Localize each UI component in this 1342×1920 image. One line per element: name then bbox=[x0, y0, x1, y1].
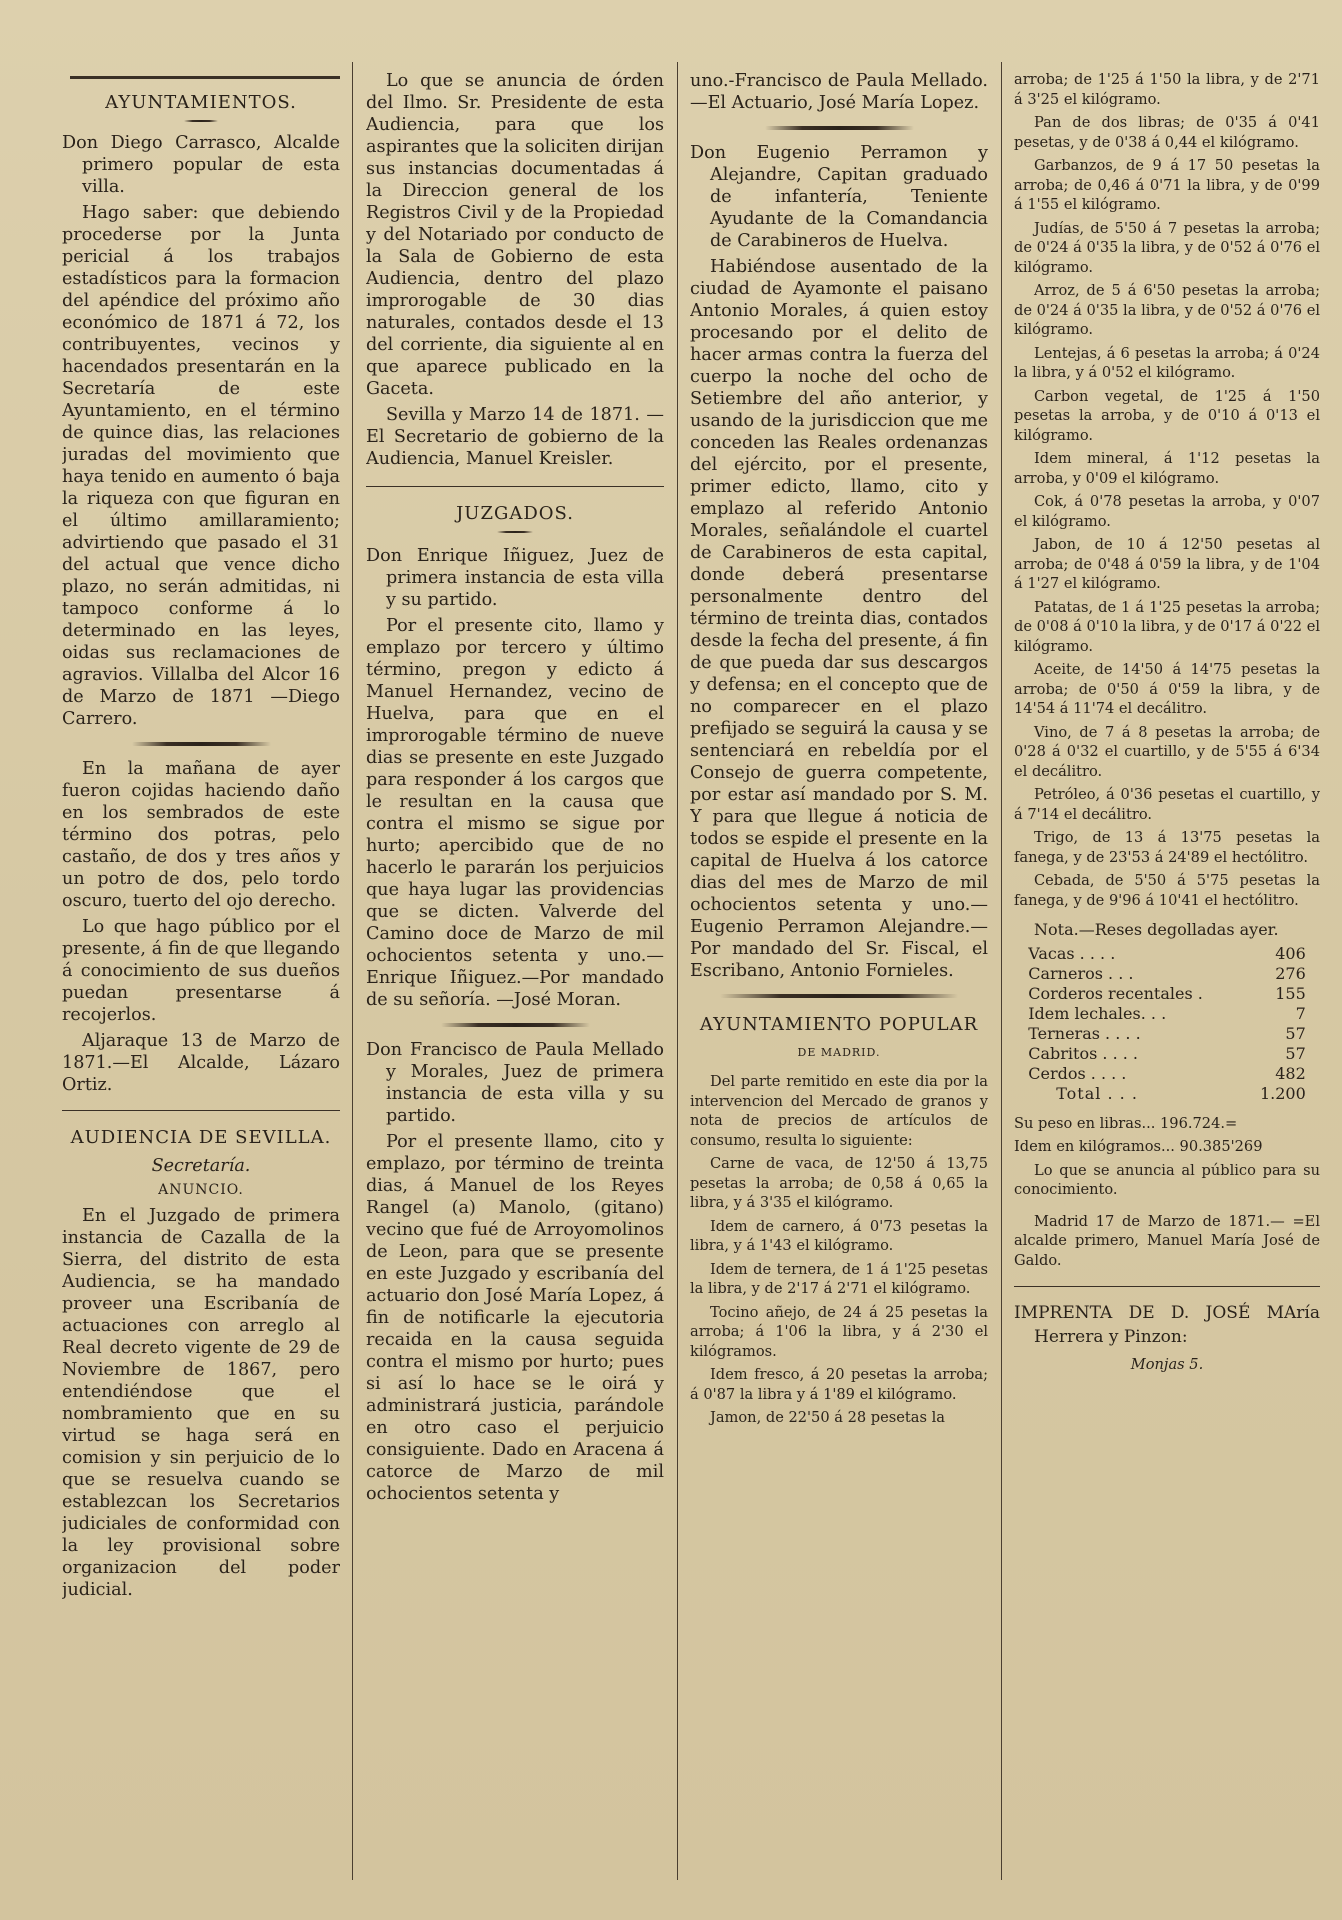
reses-value: 276 bbox=[1275, 963, 1306, 983]
price-cok: Cok, á 0'78 pesetas la arroba, y 0'07 el kilógramo. bbox=[1014, 493, 1320, 530]
total-row bbox=[1026, 1084, 1308, 1104]
column-4 bbox=[1014, 70, 1320, 1900]
price-judias: Judías, de 5'50 á 7 pesetas la arroba; de 0'24 á 0'35 la libra, y de 0'52 á 0'76 el kilógramo. bbox=[1014, 219, 1320, 276]
cazalla-notice: En el Juzgado de primera instancia de Cazalla de la Sierra, del distrito de esta Audiencia, se ha mandado proveer una Escribanía de actuaciones con arreglo al Real decreto vigente de 29 de Noviembre de 1867, pero entendiéndose que el nombramiento que en su virtud se haga será en comision y sin perjuicio de lo que se resuelva cuando se establezcan los Secretarios judiciales de conformidad con la ley provisional sobre organizacion del poder judicial. bbox=[62, 1206, 340, 1600]
column-rule-1 bbox=[352, 62, 353, 1880]
column-rule-2 bbox=[677, 62, 678, 1880]
section-rule bbox=[1014, 1286, 1320, 1287]
reses-label: Vacas . . . . bbox=[1028, 943, 1116, 963]
ayuntamientos-heading: AYUNTAMIENTOS. bbox=[105, 92, 297, 113]
price-pan: Pan de dos libras; de 0'35 á 0'41 pesetas, y de 0'38 á 0,44 el kilógramo. bbox=[1014, 114, 1320, 151]
separator bbox=[765, 126, 914, 130]
price-ternera: Idem de ternera, de 1 á 1'25 pesetas la libra, y de 2'17 á 2'71 el kilógramo. bbox=[690, 1260, 988, 1297]
sevilla-signature: Sevilla y Marzo 14 de 1871. —El Secretario de gobierno de la Audiencia, Manuel Kreisler. bbox=[366, 405, 664, 469]
mellado-edict: Por el presente llamo, cito y emplazo, por término de treinta dias, á Manuel de los Reyes Rangel (a) Manolo, (gitano) vecino que fué de Arroyomolinos de Leon, para que se presente en este Juzgado y escribanía del actuario don José María Lopez, á fin de notificarle la ejecutoria recaida en la causa seguida contra el mismo por hurto; pues si así lo hace se le oirá y administrará justicia, parándole en otro caso el perjuicio consiguiente. Dado en Aracena á catorce de Marzo de mil ochocientos setenta y bbox=[366, 1132, 664, 1504]
price-patatas: Patatas, de 1 á 1'25 pesetas la arroba; de 0'08 á 0'10 la libra, y de 0'17 á 0'22 el kilógramo. bbox=[1014, 598, 1320, 655]
reses-row bbox=[1026, 984, 1308, 1004]
price-trigo: Trigo, de 13 á 13'75 pesetas la fanega, y de 23'53 á 24'89 el hectólitro. bbox=[1014, 829, 1320, 866]
reses-label: Cabritos . . . . bbox=[1028, 1043, 1138, 1063]
column-2 bbox=[366, 70, 664, 1900]
audiencia-heading: AUDIENCIA DE SEVILLA. bbox=[70, 1127, 332, 1148]
reses-row bbox=[1026, 1024, 1308, 1044]
madrid-public-notice: Lo que se anuncia al público para su conocimiento. bbox=[1014, 1161, 1320, 1198]
price-tocino-fresco: Idem fresco, á 20 pesetas la arroba; á 0'87 la libra y á 1'89 el kilógramo. bbox=[690, 1366, 988, 1403]
mellado-intro: Don Francisco de Paula Mellado y Morales, Juez de primera instancia de esta villa y su partido. bbox=[366, 1040, 664, 1126]
heading-dash bbox=[497, 531, 533, 533]
price-jabon: Jabon, de 10 á 12'50 pesetas al arroba; de 0'48 á 0'59 la libra, y de 1'04 á 1'27 el kilógramo. bbox=[1014, 536, 1320, 592]
imprenta-credit: IMPRENTA DE D. JOSÉ MAría Herrera y Pinzon: bbox=[1014, 1303, 1320, 1347]
potras-public: Lo que hago público por el presente, á fin de que llegando á conocimiento de sus dueños puedan presentarse á recojerlos. bbox=[62, 917, 340, 1025]
price-petroleo: Petróleo, á 0'36 pesetas el cuartillo, y á 7'14 el decálitro. bbox=[1014, 786, 1320, 823]
imprenta-address: Monjas 5. bbox=[1130, 1356, 1204, 1373]
price-carne-vaca: Carne de vaca, de 12'50 á 13,75 pesetas la arroba; de 0,58 á 0,65 la libra, y á 3'35 el kilógramo. bbox=[690, 1155, 988, 1211]
secretaria-label: Secretaría. bbox=[151, 1156, 251, 1176]
reses-label: Cerdos . . . . bbox=[1028, 1063, 1127, 1083]
price-carnero: Idem de carnero, á 0'73 pesetas la libra, y á 1'43 el kilógramo. bbox=[690, 1217, 988, 1254]
reses-label: Idem lechales. . . bbox=[1028, 1003, 1167, 1023]
juzgados-heading: JUZGADOS. bbox=[456, 503, 574, 524]
separator bbox=[441, 1023, 590, 1027]
reses-label: Terneras . . . . bbox=[1028, 1023, 1141, 1043]
price-garbanzos: Garbanzos, de 9 á 17 50 pesetas la arroba; de 0,46 á 0'71 la libra, y de 0'99 á 1'55 el kilógramo. bbox=[1014, 157, 1320, 213]
mercado-intro: Del parte remitido en este dia por la intervencion del Mercado de granos y nota de precios de artículos de consumo, resulta lo siguiente: bbox=[690, 1073, 988, 1149]
aljaraque-signature: Aljaraque 13 de Marzo de 1871.—El Alcalde, Lázaro Ortiz. bbox=[62, 1031, 340, 1095]
reses-value: 482 bbox=[1275, 1063, 1306, 1083]
reses-row bbox=[1026, 1044, 1308, 1064]
price-aceite: Aceite, de 14'50 á 14'75 pesetas la arroba; de 0'50 á 0'59 la libra, y de 14'54 á 11'74 el decálitro. bbox=[1014, 661, 1320, 717]
reses-row bbox=[1026, 964, 1308, 984]
reses-value: 406 bbox=[1275, 943, 1306, 963]
column-rule-3 bbox=[1001, 62, 1002, 1880]
anuncio-label: ANUNCIO. bbox=[158, 1182, 244, 1198]
reses-value: 57 bbox=[1285, 1043, 1306, 1063]
price-carbon-vegetal: Carbon vegetal, de 1'25 á 1'50 pesetas la arroba, y de 0'10 á 0'13 el kilógramo. bbox=[1014, 387, 1320, 444]
carrasco-notice: Hago saber: que debiendo procederse por la Junta pericial á los trabajos estadísticos para la formacion del apéndice del próximo año económico de 1871 á 72, los contribuyentes, vecinos y hacendados presentarán en la Secretaría de este Ayuntamiento, en el término de quince dias, las relaciones juradas del movimiento que haya tenido en aumento ó baja la riqueza con que figuran en el último amillaramiento; advirtiendo que pasado el 31 del actual que vence dicho plazo, no serán admitidas, ni tampoco conforme á lo determinado en las leyes, oidas sus reclamaciones de agravios. Villalba del Alcor 16 de Marzo de 1871 —Diego Carrero. bbox=[62, 203, 340, 729]
column-3 bbox=[690, 70, 988, 1900]
madrid-subheading: DE MADRID. bbox=[797, 1046, 881, 1059]
total-value: 1.200 bbox=[1259, 1083, 1306, 1103]
reses-value: 57 bbox=[1285, 1023, 1306, 1043]
price-arroz: Arroz, de 5 á 6'50 pesetas la arroba; de 0'24 á 0'35 la libra, y de 0'52 á 0'76 el kilógramo. bbox=[1014, 282, 1320, 338]
column-1 bbox=[62, 70, 340, 1900]
perramon-edict: Habiéndose ausentado de la ciudad de Ayamonte el paisano Antonio Morales, á quien estoy procesando por el delito de hacer armas contra la fuerza del cuerpo la noche del ocho de Setiembre del año anterior, y usando de la jurisdiccion que me conceden las Reales ordenanzas del ejército, por el presente, primer edicto, llamo, cito y emplazo al referido Antonio Morales, señalándole el cuartel de Carabineros de esta capital, donde deberá presentarse personalmente dentro del término de treinta dias, contados desde la fecha del presente, á fin de que pueda dar sus descargos y defensa; en el concepto que de no comparecer en el plazo prefijado se seguirá la causa y se sentenciará en rebeldía por el Consejo de guerra competente, por estar así mandado por S. M. Y para que llegue á noticia de todos se espide el presente en la capital de Huelva á los catorce dias del mes de Marzo de mil ochocientos setenta y uno.—Eugenio Perramon Alejandre.—Por mandado del Sr. Fiscal, el Escribano, Antonio Fornieles. bbox=[690, 257, 988, 981]
reses-row bbox=[1026, 1004, 1308, 1024]
reses-label: Corderos recentales . bbox=[1028, 983, 1203, 1003]
reses-table bbox=[1026, 944, 1308, 1104]
reses-value: 7 bbox=[1295, 1003, 1306, 1023]
reses-value: 155 bbox=[1275, 983, 1306, 1003]
peso-libras: Su peso en libras... 196.724.= bbox=[1014, 1114, 1238, 1132]
iniguez-intro: Don Enrique Iñiguez, Juez de primera instancia de esta villa y su partido. bbox=[366, 546, 664, 610]
heading-dash bbox=[184, 120, 217, 122]
price-jamon: Jamon, de 22'50 á 28 pesetas la bbox=[710, 1409, 945, 1426]
peso-kilogramos: Idem en kilógramos... 90.385'269 bbox=[1014, 1138, 1263, 1155]
price-jamon-cont: arroba; de 1'25 á 1'50 la libra, y de 2'71 á 3'25 el kilógramo. bbox=[1014, 71, 1320, 108]
section-rule bbox=[366, 486, 664, 487]
reses-row bbox=[1026, 1064, 1308, 1084]
total-label: Total . . . bbox=[1056, 1083, 1138, 1103]
potras-notice: En la mañana de ayer fueron cojidas haciendo daño en los sembrados de este término dos potras, pelo castaño, de dos y tres años y un potro de dos, pelo tordo oscuro, tuerto del ojo derecho. bbox=[62, 759, 340, 911]
price-vino: Vino, de 7 á 8 pesetas la arroba; de 0'28 á 0'32 el cuartillo, y de 5'55 á 6'34 el decálitro. bbox=[1014, 723, 1320, 780]
perramon-intro: Don Eugenio Perramon y Alejandre, Capitan graduado de infantería, Teniente Ayudante de la Comandancia de Carabineros de Huelva. bbox=[690, 143, 988, 251]
price-carbon-mineral: Idem mineral, á 1'12 pesetas la arroba, y 0'09 el kilógramo. bbox=[1014, 450, 1320, 487]
reses-row bbox=[1026, 944, 1308, 964]
mellado-signature: uno.-Francisco de Paula Mellado.—El Actuario, José María Lopez. bbox=[690, 71, 988, 113]
carrasco-intro: Don Diego Carrasco, Alcalde primero popular de esta villa. bbox=[62, 133, 340, 197]
reses-label: Carneros . . . bbox=[1028, 963, 1134, 983]
price-tocino-anejo: Tocino añejo, de 24 á 25 pesetas la arroba; á 1'06 la libra, y á 2'30 el kilógramos. bbox=[690, 1303, 988, 1360]
nota-reses: Nota.—Reses degolladas ayer. bbox=[1034, 920, 1279, 939]
price-lentejas: Lentejas, á 6 pesetas la arroba; á 0'24 la libra, y á 0'52 el kilógramo. bbox=[1014, 344, 1320, 381]
audiencia-continuation: Lo que se anuncia de órden del Ilmo. Sr. Presidente de esta Audiencia, para que los aspirantes que la soliciten dirijan sus instancias documentadas á la Direccion general de los Registros Civil y de la Propiedad y del Notariado por conducto de la Sala de Gobierno de esta Audiencia, dentro del plazo improrogable de 30 dias naturales, contados desde el 13 del corriente, dia siguiente al en que aparece publicado en la Gaceta. bbox=[366, 71, 664, 399]
madrid-signature: Madrid 17 de Marzo de 1871.— =El alcalde primero, Manuel María José de Galdo. bbox=[1014, 1212, 1320, 1269]
separator bbox=[720, 994, 958, 998]
iniguez-edict: Por el presente cito, llamo y emplazo por tercero y último término, pregon y edicto á Manuel Hernandez, vecino de Huelva, para que en el improrogable término de nueve dias se presente en este Juzgado para responder á los cargos que le resultan en la causa que contra el mismo se sigue por hurto; apercibido que de no hacerlo le pararán los perjuicios que haya lugar las providencias que se dicten. Valverde del Camino doce de Marzo de mil ochocientos setenta y uno.—Enrique Iñiguez.—Por mandado de su señoría. —José Moran. bbox=[366, 616, 664, 1010]
ayuntamiento-popular-heading: AYUNTAMIENTO POPULAR bbox=[699, 1014, 979, 1035]
separator bbox=[132, 742, 271, 746]
price-cebada: Cebada, de 5'50 á 5'75 pesetas la fanega, y de 9'96 á 10'41 el hectólitro. bbox=[1014, 872, 1320, 909]
section-rule bbox=[62, 1110, 340, 1111]
